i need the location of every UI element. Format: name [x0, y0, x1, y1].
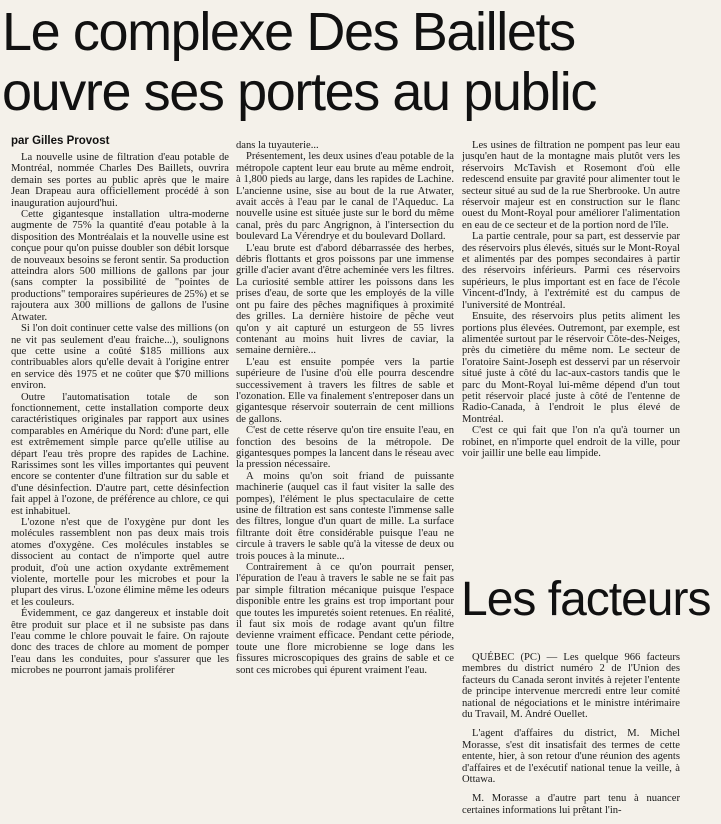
paragraph: L'eau est ensuite pompée vers la partie supérieure de l'usine d'où elle pourra descendre successivement à travers les filtres de sable et l'ozonation. Elle va finalement s'entreposer dans un gigantesque réservoir souterrain de cent millions de gallons. [236, 356, 454, 425]
paragraph: C'est ce qui fait que l'on n'a qu'à tourner un robinet, en n'importe quel endroit de la ville, pour voir jaillir une belle eau limpide. [462, 425, 680, 459]
paragraph: M. Morasse a d'autre part tenu à nuancer certaines informations lui prêtant l'in- [462, 793, 680, 816]
paragraph: Si l'on doit continuer cette valse des millions (on ne vit pas seulement d'eau fraiche...), soulignons que cette usine a coûté $185 millions aux contribuables alors qu'elle devait à l'origine entrer en service dès 1975 et ne coûter que $70 millions environ. [11, 323, 229, 392]
paragraph: Cette gigantesque installation ultra-moderne augmente de 75% la quantité d'eau potable à la disposition des Montréalais et la nouvelle usine est conçue pour qu'on puisse doubler son débit lorsque de nouveaux besoins se feront sentir. Sa production atteindra alors 500 millions de gallons par jour (sans compter la possibilité de "pointes de productions" temporaires supérieures de 25%) et se rajoutera aux 300 millions de gallons de l'usine Atwater. [11, 209, 229, 323]
paragraph: L'eau brute est d'abord débarrassée des herbes, débris flottants et gros poissons par une immense grille d'acier avant d'être acheminée vers les filtres. La curiosité semble attirer les poissons dans les prises d'eau, de sorte que les employés de la ville ont pu faire des pêches magnifiques à proximité des grilles. La dernière histoire de pêche veut qu'on y ait capturé un esturgeon de 55 livres contenant au moins huit livres de caviar, la semaine dernière... [236, 242, 454, 357]
paragraph: dans la tuyauterie... [236, 140, 319, 151]
paragraph: La partie centrale, pour sa part, est desservie par des réservoirs plus élevés, situés sur le Mont-Royal et alimentés par des pompes secondaires à partir des réservoirs inférieurs. Parmi ces réservoirs supérieurs, le plus important est en face de l'école Vincent-d'Indy, à l'extrémité est du campus de l'université de Montréal. [462, 231, 680, 311]
second-article-body [462, 652, 680, 824]
paragraph: C'est de cette réserve qu'on tire ensuite l'eau, en fonction des besoins de la métropole. De gigantesques pompes la lancent dans le réseau avec la pression nécessaire. [236, 425, 454, 471]
paragraph: Les usines de filtration ne pompent pas leur eau jusqu'en haut de la montagne mais plutôt vers les réservoirs McTavish et Rosemont d'où elle redescend ensuite par gravité pour alimenter tout le secteur situé au sud de la rue Sherbrooke. Un autre réservoir majeur est en construction sur le flanc ouest du Mont-Royal pour améliorer l'alimentation en eau de ce secteur et de la portion nord de l'île. [462, 140, 680, 231]
headline [2, 2, 692, 122]
paragraph: L'agent d'affaires du district, M. Michel Morasse, s'est dit insatisfait des termes de cette entente, hier, à son retour d'une réunion des agents d'affaires et de l'exécutif national tenue la veille, à Ottawa. [462, 728, 680, 786]
paragraph: QUÉBEC (PC) — Les quelque 966 facteurs membres du district numéro 2 de l'Union des facteurs du Canada seront invités à rejeter l'entente de principe intervenue mercredi entre leur comité national de négociations et le ministre intérimaire du Travail, M. André Ouellet. [462, 652, 680, 721]
paragraph: L'ozone n'est que de l'oxygène pur dont les molécules rassemblent non pas deux mais trois atomes d'oxygène. Ces molécules instables se dissocient au contact de n'importe quel autre produit, d'où une action oxydante extrêmement violente, mortelle pour les microbes et pour la plupart des virus. L'ozone élimine même les odeurs et les couleurs. [11, 517, 229, 608]
paragraph: Présentement, les deux usines d'eau potable de la métropole captent leur eau brute au même endroit, à 1,800 pieds au large, dans les rapides de Lachine. L'ancienne usine, sise au bout de la rue Atwater, avait accès à l'eau par le canal de l'Aqueduc. La nouvelle usine est située juste sur le bord du même canal, près du parc Angrignon, à l'intersection du boulevard La Vérendrye et du boulevard Dollard. [236, 151, 454, 243]
article-column-3 [462, 140, 680, 459]
headline-line-2: ouvre ses portes au public [2, 62, 596, 122]
paragraph: Outre l'automatisation totale de son fonctionnement, cette installation comporte deux caractéristiques originales par rapport aux usines comparables en Amérique du Nord: d'une part, elle est extrêmement simple parce qu'elle utilise au départ l'eau très propre des rapides de Lachine. Rarissimes sont les villes importantes qui peuvent encore se contenter d'une filtration sur du sable et d'une désinfection. D'autre part, cette désinfection fait appel à l'ozone, de préférence au chlore, ce qui est inhabituel. [11, 391, 229, 517]
paragraph: Ensuite, des réservoirs plus petits aliment les portions plus élevées. Outremont, par exemple, est alimentée surtout par le réservoir Côte-des-Neiges, près du cimetière du même nom. Le secteur de l'oratoire Saint-Joseph est desservi par un réservoir situé juste à côté du lac-aux-castors tandis que le parc du Mont-Royal lui-même dépend d'un tout petit réservoir placé juste à côté de l'entenne de Radio-Canada, à l'endroit le plus élevé de Montréal. [462, 311, 680, 425]
headline-line-1: Le complexe Des Baillets [2, 2, 575, 62]
paragraph: Contrairement à ce qu'on pourrait penser, l'épuration de l'eau à travers le sable ne se fait pas par simple filtration mécanique puisque l'espace disponible entre les grains est trop important pour que toutes les impuretés soient retenues. En réalité, il faut six mois de rodage avant qu'un filtre devienne vraiment efficace. Pendant cette période, toute une flore microbienne se loge dans les fissures microscopiques des grains de sable et ce sont ces microbes qui épurent vraiment l'eau. [236, 562, 454, 676]
paragraph: A moins qu'on soit friand de puissante machinerie (auquel cas il faut visiter la salle des pompes), l'élément le plus spectaculaire de cette usine de filtration est sans conteste l'immense salle des filtres, longue d'un quart de mille. La surface filtrante doit être considérable puisque l'eau ne circule à travers le sable qu'à la vitesse de deux ou trois pouces à la minute... [236, 470, 454, 562]
paragraph: Évidemment, ce gaz dangereux et instable doit être produit sur place et il ne subsiste pas dans l'eau comme le chlore pouvait le faire. On rajoute donc des traces de chlore au moment de pomper l'eau dans les conduites, pour s'assurer que les microbes ne pourront jamais proliférer [11, 608, 229, 677]
article-column-2 [236, 140, 454, 676]
article-column-1 [11, 152, 229, 677]
paragraph: La nouvelle usine de filtration d'eau potable de Montréal, nommée Charles Des Baillets, ouvrira demain ses portes au public après que le maire Jean Drapeau aura officiellement procédé à son inauguration aujourd'hui. [11, 152, 229, 209]
byline: par Gilles Provost [11, 135, 110, 147]
second-article-headline: Les facteurs [461, 573, 711, 626]
